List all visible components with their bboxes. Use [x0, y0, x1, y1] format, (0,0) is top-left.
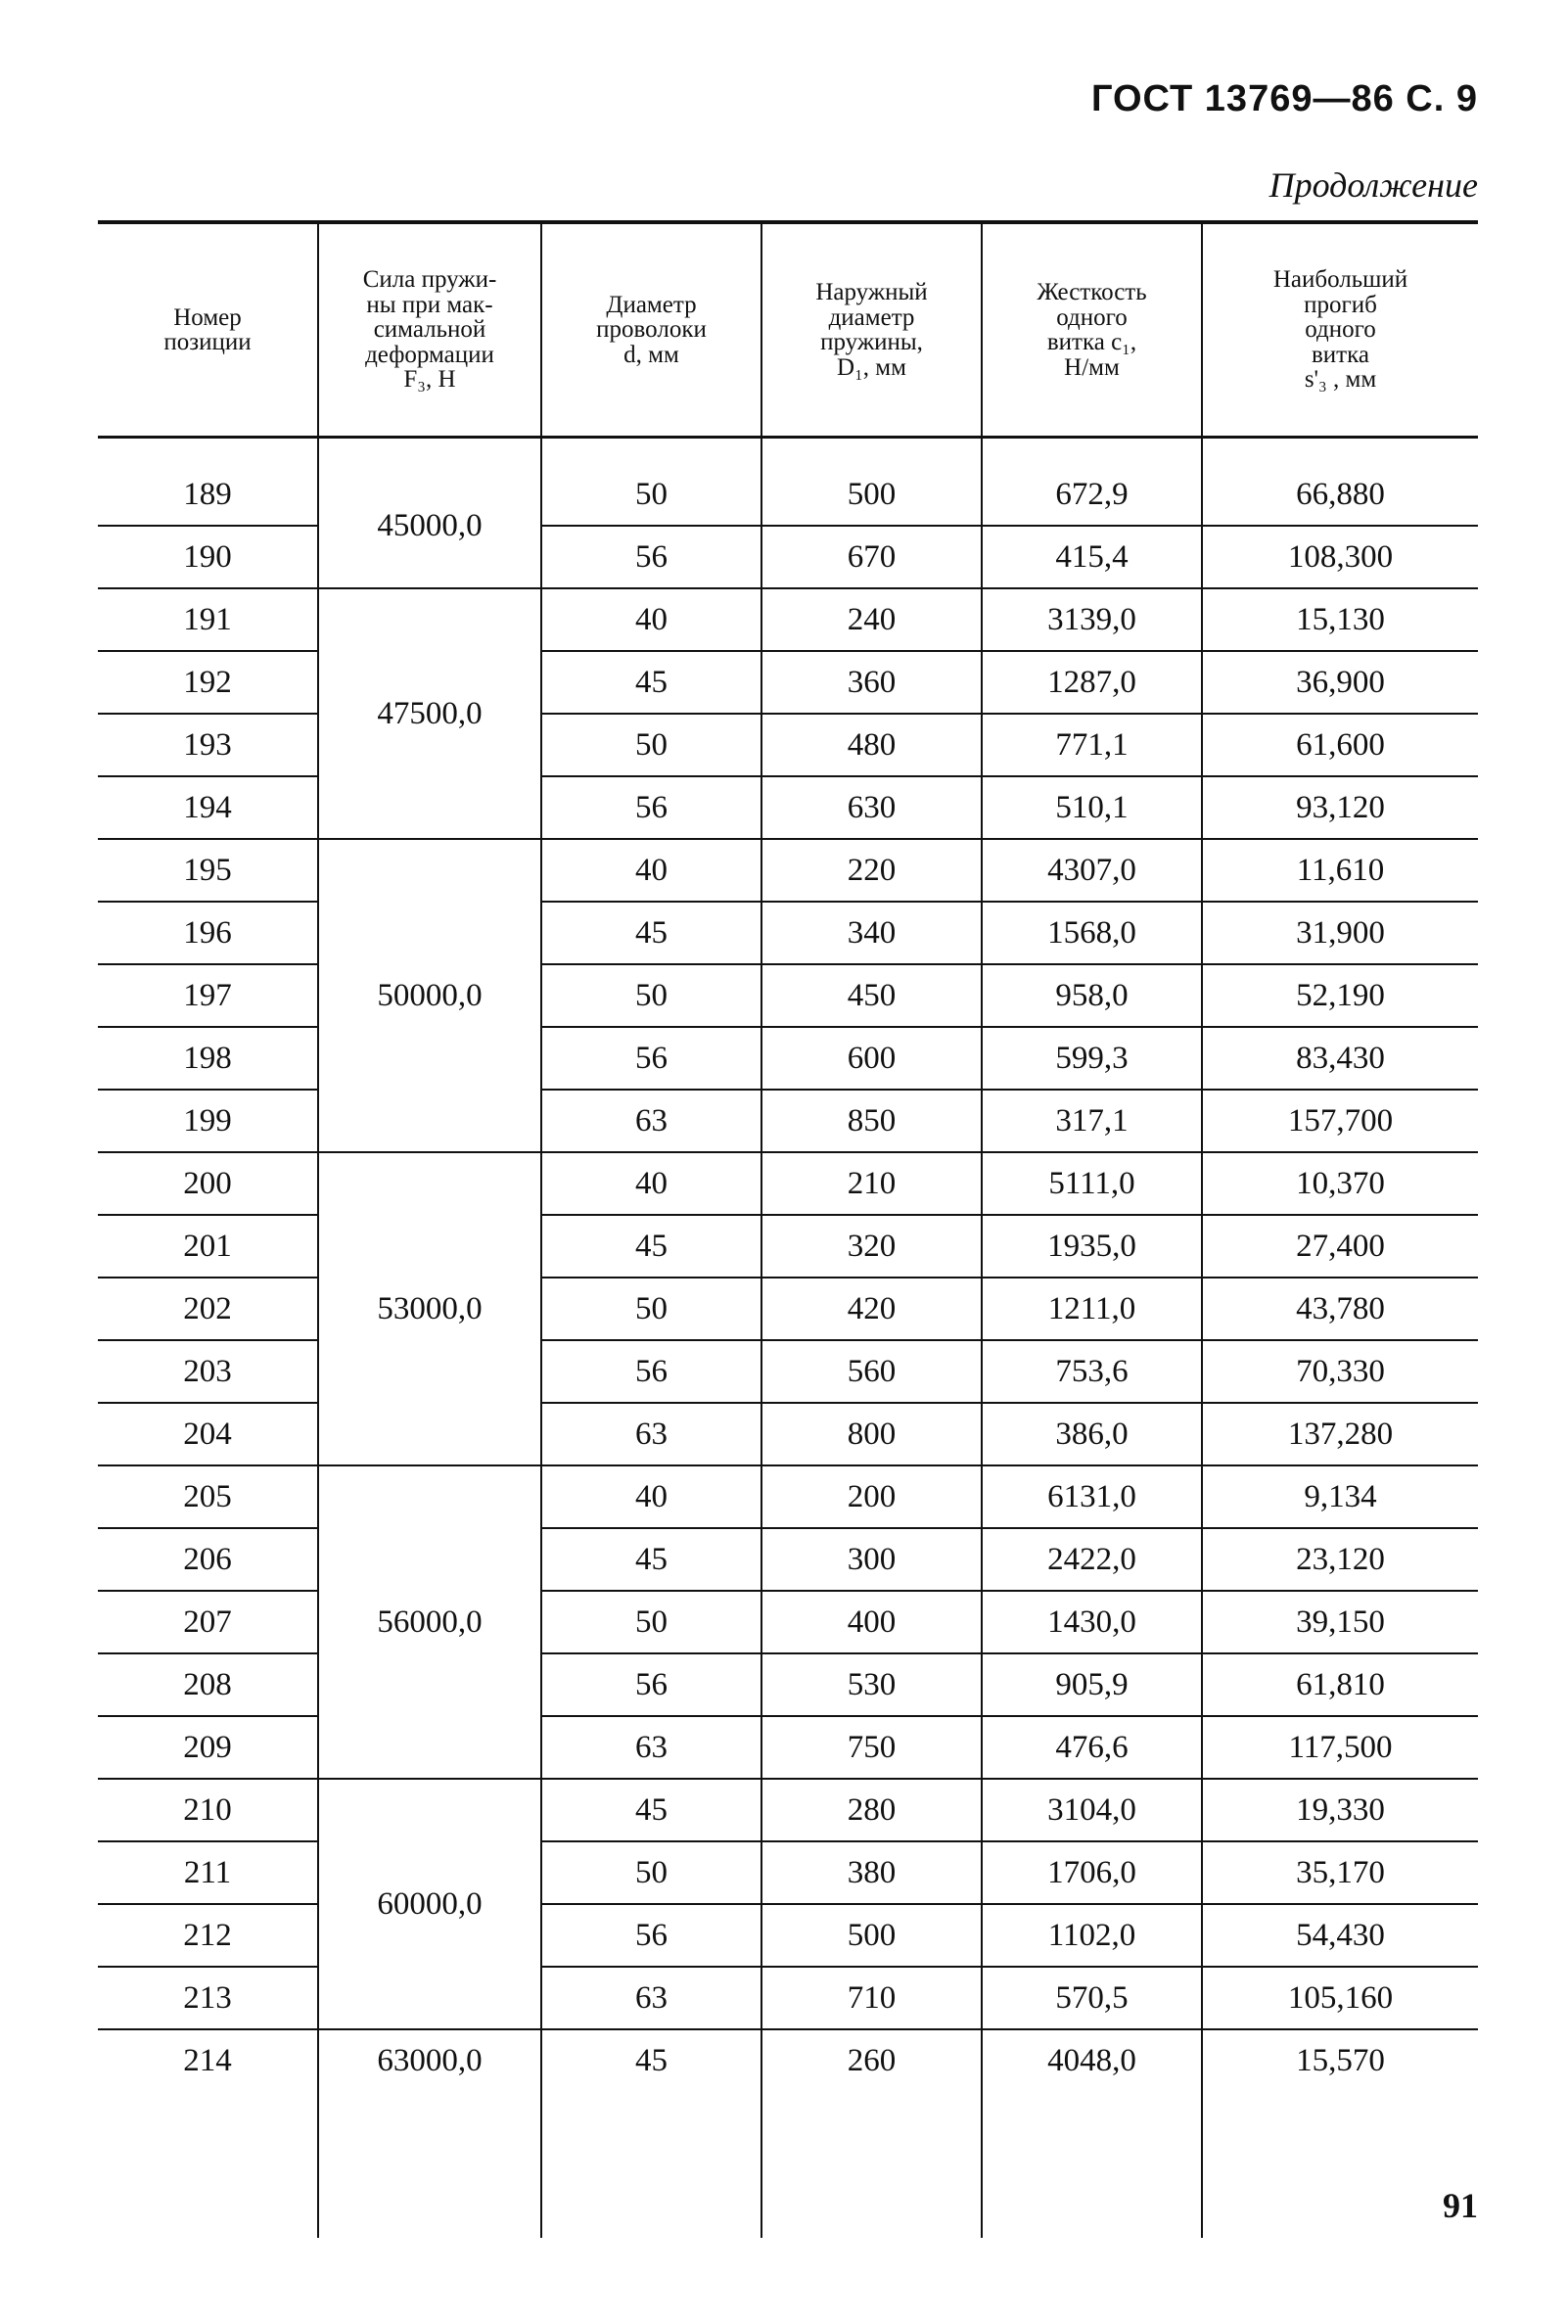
empty-cell [761, 2091, 982, 2238]
header-line: D₁, мм [837, 353, 906, 381]
position-number-cell: 195 [98, 839, 318, 902]
table-row [98, 1967, 1478, 2029]
position-number-cell: 207 [98, 1591, 318, 1653]
coil-stiffness-cell: 386,0 [982, 1403, 1202, 1465]
spring-force-cell: 56000,0 [318, 1465, 541, 1779]
max-deflection-cell: 93,120 [1202, 776, 1478, 839]
coil-stiffness-cell: 510,1 [982, 776, 1202, 839]
wire-diameter-cell: 45 [541, 651, 761, 714]
spring-force-cell: 53000,0 [318, 1152, 541, 1465]
outer-diameter-cell: 300 [761, 1528, 982, 1591]
outer-diameter-cell: 710 [761, 1967, 982, 2029]
col-wire-diameter-header [541, 222, 761, 438]
coil-stiffness-cell: 1211,0 [982, 1278, 1202, 1340]
max-deflection-cell: 61,810 [1202, 1653, 1478, 1716]
wire-diameter-cell: 56 [541, 526, 761, 588]
max-deflection-cell: 36,900 [1202, 651, 1478, 714]
header-line: ны при мак- [366, 291, 493, 318]
spring-force-cell: 47500,0 [318, 588, 541, 839]
table-row [98, 1779, 1478, 1841]
outer-diameter-cell: 220 [761, 839, 982, 902]
outer-diameter-cell: 400 [761, 1591, 982, 1653]
outer-diameter-cell: 210 [761, 1152, 982, 1215]
max-deflection-cell: 39,150 [1202, 1591, 1478, 1653]
max-deflection-cell: 52,190 [1202, 964, 1478, 1027]
wire-diameter-cell: 56 [541, 1340, 761, 1403]
table-row [98, 1841, 1478, 1904]
header-line: Номер [173, 303, 242, 331]
outer-diameter-cell: 340 [761, 902, 982, 964]
position-number-cell: 194 [98, 776, 318, 839]
position-number-cell: 213 [98, 1967, 318, 2029]
position-number-cell: 203 [98, 1340, 318, 1403]
header-line: диаметр [828, 303, 915, 331]
continuation-label: Продолжение [1268, 165, 1478, 205]
table-row [98, 1591, 1478, 1653]
wire-diameter-cell: 56 [541, 776, 761, 839]
wire-diameter-cell: 50 [541, 1278, 761, 1340]
table-row [98, 1716, 1478, 1779]
max-deflection-cell: 108,300 [1202, 526, 1478, 588]
table-row [98, 1403, 1478, 1465]
spring-force-cell: 50000,0 [318, 839, 541, 1152]
coil-stiffness-cell: 4048,0 [982, 2029, 1202, 2091]
max-deflection-cell: 105,160 [1202, 1967, 1478, 2029]
outer-diameter-cell: 420 [761, 1278, 982, 1340]
outer-diameter-cell: 200 [761, 1465, 982, 1528]
wire-diameter-cell: 50 [541, 1841, 761, 1904]
table-row [98, 1090, 1478, 1152]
max-deflection-cell: 157,700 [1202, 1090, 1478, 1152]
wire-diameter-cell: 50 [541, 438, 761, 527]
position-number-cell: 193 [98, 714, 318, 776]
coil-stiffness-cell: 1102,0 [982, 1904, 1202, 1967]
empty-cell [541, 2091, 761, 2238]
header-line: проволоки [596, 316, 707, 344]
position-number-cell: 212 [98, 1904, 318, 1967]
table-row [98, 1653, 1478, 1716]
outer-diameter-cell: 800 [761, 1403, 982, 1465]
position-number-cell: 198 [98, 1027, 318, 1090]
table-row [98, 1027, 1478, 1090]
col-position-number-header [98, 222, 318, 438]
coil-stiffness-cell: 5111,0 [982, 1152, 1202, 1215]
spring-parameters-table [98, 220, 1478, 2238]
position-number-cell: 202 [98, 1278, 318, 1340]
position-number-cell: 191 [98, 588, 318, 651]
position-number-cell: 189 [98, 438, 318, 527]
coil-stiffness-cell: 905,9 [982, 1653, 1202, 1716]
outer-diameter-cell: 360 [761, 651, 982, 714]
empty-cell [1202, 2091, 1478, 2238]
outer-diameter-cell: 480 [761, 714, 982, 776]
header-line: Сила пружи- [362, 266, 497, 294]
table-row [98, 438, 1478, 527]
table-row [98, 1215, 1478, 1278]
coil-stiffness-cell: 1287,0 [982, 651, 1202, 714]
wire-diameter-cell: 45 [541, 1215, 761, 1278]
outer-diameter-cell: 380 [761, 1841, 982, 1904]
outer-diameter-cell: 260 [761, 2029, 982, 2091]
coil-stiffness-cell: 2422,0 [982, 1528, 1202, 1591]
table-row [98, 1904, 1478, 1967]
table-header-row [98, 222, 1478, 438]
position-number-cell: 196 [98, 902, 318, 964]
max-deflection-cell: 117,500 [1202, 1716, 1478, 1779]
coil-stiffness-cell: 3104,0 [982, 1779, 1202, 1841]
spring-parameters-table-wrap [98, 220, 1478, 2178]
coil-stiffness-cell: 476,6 [982, 1716, 1202, 1779]
header-line: Жесткость [1037, 279, 1147, 305]
col-spring-force-header [318, 222, 541, 438]
coil-stiffness-cell: 1935,0 [982, 1215, 1202, 1278]
coil-stiffness-cell: 958,0 [982, 964, 1202, 1027]
wire-diameter-cell: 63 [541, 1967, 761, 2029]
table-row [98, 1340, 1478, 1403]
max-deflection-cell: 10,370 [1202, 1152, 1478, 1215]
header-line: F₃, Н [403, 366, 456, 394]
header-line: одного [1305, 316, 1376, 344]
position-number-cell: 206 [98, 1528, 318, 1591]
wire-diameter-cell: 45 [541, 1779, 761, 1841]
outer-diameter-cell: 850 [761, 1090, 982, 1152]
outer-diameter-cell: 560 [761, 1340, 982, 1403]
header-line: s'₃ , мм [1304, 366, 1377, 394]
wire-diameter-cell: 45 [541, 1528, 761, 1591]
max-deflection-cell: 15,570 [1202, 2029, 1478, 2091]
position-number-cell: 208 [98, 1653, 318, 1716]
table-row [98, 1528, 1478, 1591]
header-line: d, мм [623, 341, 679, 368]
document-header: ГОСТ 13769—86 С. 9 [1090, 78, 1478, 119]
coil-stiffness-cell: 1706,0 [982, 1841, 1202, 1904]
max-deflection-cell: 15,130 [1202, 588, 1478, 651]
wire-diameter-cell: 45 [541, 2029, 761, 2091]
wire-diameter-cell: 50 [541, 714, 761, 776]
coil-stiffness-cell: 317,1 [982, 1090, 1202, 1152]
wire-diameter-cell: 63 [541, 1090, 761, 1152]
max-deflection-cell: 70,330 [1202, 1340, 1478, 1403]
position-number-cell: 214 [183, 2042, 232, 2078]
outer-diameter-cell: 600 [761, 1027, 982, 1090]
wire-diameter-cell: 50 [541, 964, 761, 1027]
coil-stiffness-cell: 599,3 [982, 1027, 1202, 1090]
header-line: одного [1056, 303, 1128, 331]
max-deflection-cell: 83,430 [1202, 1027, 1478, 1090]
table-row [98, 964, 1478, 1027]
header-line: позиции [163, 329, 252, 355]
table-row [98, 588, 1478, 651]
coil-stiffness-cell: 3139,0 [982, 588, 1202, 651]
wire-diameter-cell: 45 [541, 902, 761, 964]
coil-stiffness-cell: 570,5 [982, 1967, 1202, 2029]
max-deflection-cell: 23,120 [1202, 1528, 1478, 1591]
wire-diameter-cell: 56 [541, 1027, 761, 1090]
col-coil-stiffness-header [982, 222, 1202, 438]
header-line: прогиб [1304, 291, 1377, 318]
outer-diameter-cell: 320 [761, 1215, 982, 1278]
wire-diameter-cell: 40 [541, 1152, 761, 1215]
wire-diameter-cell: 50 [541, 1591, 761, 1653]
empty-cell [98, 2091, 318, 2238]
position-number-cell: 199 [98, 1090, 318, 1152]
table-row [98, 714, 1478, 776]
header-line: витка [1312, 341, 1369, 368]
wire-diameter-cell: 40 [541, 839, 761, 902]
max-deflection-cell: 66,880 [1202, 438, 1478, 527]
max-deflection-cell: 19,330 [1202, 1779, 1478, 1841]
table-row [98, 776, 1478, 839]
position-number-cell: 210 [98, 1779, 318, 1841]
position-number-cell: 201 [98, 1215, 318, 1278]
header-line: деформации [365, 341, 494, 368]
coil-stiffness-cell: 753,6 [982, 1340, 1202, 1403]
position-number-cell: 190 [98, 526, 318, 588]
table-filler-row [98, 2091, 1478, 2238]
max-deflection-cell: 35,170 [1202, 1841, 1478, 1904]
max-deflection-cell: 54,430 [1202, 1904, 1478, 1967]
position-number-cell: 209 [98, 1716, 318, 1779]
header-line: Н/мм [1064, 353, 1120, 381]
outer-diameter-cell: 750 [761, 1716, 982, 1779]
outer-diameter-cell: 240 [761, 588, 982, 651]
outer-diameter-cell: 450 [761, 964, 982, 1027]
position-number-cell: 204 [98, 1403, 318, 1465]
table-row [98, 1152, 1478, 1215]
coil-stiffness-cell: 1430,0 [982, 1591, 1202, 1653]
position-number-cell: 200 [98, 1152, 318, 1215]
table-row [98, 651, 1478, 714]
position-number-cell: 205 [98, 1465, 318, 1528]
coil-stiffness-cell: 672,9 [982, 438, 1202, 527]
wire-diameter-cell: 56 [541, 1653, 761, 1716]
header-line: витка c₁, [1046, 329, 1137, 355]
table-row [98, 2029, 1478, 2091]
coil-stiffness-cell: 415,4 [982, 526, 1202, 588]
max-deflection-cell: 27,400 [1202, 1215, 1478, 1278]
table-row [98, 526, 1478, 588]
header-line: симальной [373, 316, 486, 344]
outer-diameter-cell: 670 [761, 526, 982, 588]
table-row [98, 839, 1478, 902]
wire-diameter-cell: 63 [541, 1403, 761, 1465]
spring-force-cell: 63000,0 [318, 2029, 541, 2091]
col-outer-diameter-header [761, 222, 982, 438]
header-line: пружины, [820, 329, 923, 355]
outer-diameter-cell: 630 [761, 776, 982, 839]
max-deflection-cell: 31,900 [1202, 902, 1478, 964]
spring-force-cell: 60000,0 [318, 1779, 541, 2029]
spring-force-cell: 45000,0 [318, 438, 541, 589]
max-deflection-cell: 43,780 [1202, 1278, 1478, 1340]
header-line: Наибольший [1272, 266, 1408, 294]
header-line: Диаметр [606, 291, 697, 318]
page-number: 91 [1443, 2186, 1478, 2225]
coil-stiffness-cell: 1568,0 [982, 902, 1202, 964]
wire-diameter-cell: 56 [541, 1904, 761, 1967]
coil-stiffness-cell: 771,1 [982, 714, 1202, 776]
table-row [98, 1465, 1478, 1528]
outer-diameter-cell: 530 [761, 1653, 982, 1716]
wire-diameter-cell: 63 [541, 1716, 761, 1779]
max-deflection-cell: 9,134 [1202, 1465, 1478, 1528]
empty-cell [982, 2091, 1202, 2238]
position-number-cell: 211 [98, 1841, 318, 1904]
position-number-cell: 197 [98, 964, 318, 1027]
col-max-deflection-header [1202, 222, 1478, 438]
wire-diameter-cell: 40 [541, 588, 761, 651]
coil-stiffness-cell: 6131,0 [982, 1465, 1202, 1528]
max-deflection-cell: 61,600 [1202, 714, 1478, 776]
position-number-cell: 192 [98, 651, 318, 714]
coil-stiffness-cell: 4307,0 [982, 839, 1202, 902]
wire-diameter-cell: 40 [541, 1465, 761, 1528]
outer-diameter-cell: 280 [761, 1779, 982, 1841]
table-body [98, 438, 1478, 2239]
max-deflection-cell: 11,610 [1202, 839, 1478, 902]
max-deflection-cell: 137,280 [1202, 1403, 1478, 1465]
outer-diameter-cell: 500 [761, 1904, 982, 1967]
outer-diameter-cell: 500 [761, 438, 982, 527]
table-row [98, 1278, 1478, 1340]
empty-cell [318, 2091, 541, 2238]
header-line: Наружный [815, 279, 928, 305]
table-row [98, 902, 1478, 964]
